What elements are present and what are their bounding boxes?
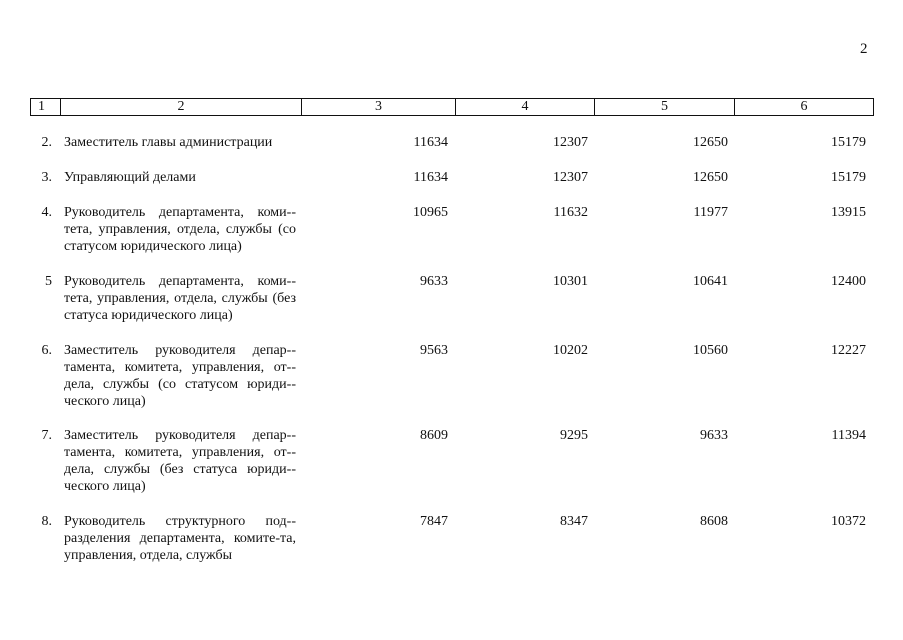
value-col-3: 7847 [420, 514, 448, 529]
row-number: 2. [41, 135, 52, 150]
value-col-4: 8347 [560, 514, 588, 529]
value-col-6: 15179 [831, 170, 866, 185]
value-col-6: 11394 [831, 428, 866, 443]
value-col-4: 10301 [553, 274, 588, 289]
value-col-6: 15179 [831, 135, 866, 150]
value-col-5: 10641 [693, 274, 728, 289]
value-col-5: 8608 [700, 514, 728, 529]
position-title: Руководитель департамента, коми-тета, управления, отдела, службы (без статуса юридического лица) [64, 274, 296, 323]
value-col-6: 13915 [831, 205, 866, 220]
header-cell-3: 3 [375, 99, 382, 114]
value-col-5: 10560 [693, 343, 728, 358]
value-col-3: 9563 [420, 343, 448, 358]
page-number: 2 [860, 41, 868, 57]
position-title: Руководитель департамента, коми-тета, управления, отдела, службы (со статусом юридического лица) [64, 205, 296, 254]
position-title: Руководитель структурного под-разделения департамента, комите-та, управления, отдела, службы [64, 514, 296, 563]
value-col-4: 12307 [553, 135, 588, 150]
position-title: Заместитель руководителя депар-тамента, комитета, управления, от-дела, службы (без статуса юриди-ческого лица) [64, 428, 296, 494]
header-cell-4: 4 [521, 99, 529, 114]
row-number: 6. [41, 343, 52, 358]
value-col-3: 11634 [413, 170, 448, 185]
value-col-3: 8609 [420, 428, 448, 443]
value-col-6: 12227 [831, 343, 866, 358]
value-col-5: 11977 [693, 205, 728, 220]
position-title: Управляющий делами [64, 170, 196, 185]
row-number: 3. [41, 170, 52, 185]
header-cell-2: 2 [177, 99, 185, 114]
header-cell-1: 1 [38, 99, 45, 114]
value-col-4: 9295 [560, 428, 588, 443]
header-cell-6: 6 [800, 99, 808, 114]
value-col-5: 12650 [693, 135, 728, 150]
value-col-6: 12400 [831, 274, 866, 289]
value-col-5: 12650 [693, 170, 728, 185]
value-col-6: 10372 [831, 514, 866, 529]
value-col-4: 11632 [553, 205, 588, 220]
row-number: 4. [41, 205, 52, 220]
table-header-row [30, 98, 874, 116]
position-title: Заместитель главы администрации [64, 135, 273, 150]
value-col-3: 11634 [413, 135, 448, 150]
row-number: 7. [41, 428, 52, 443]
value-col-4: 10202 [553, 343, 588, 358]
header-cell-5: 5 [661, 99, 668, 114]
value-col-5: 9633 [700, 428, 728, 443]
position-title: Заместитель руководителя депар-тамента, комитета, управления, от-дела, службы (со статусом юриди-ческого лица) [64, 343, 296, 409]
row-number: 5 [45, 274, 52, 289]
value-col-3: 9633 [420, 274, 448, 289]
row-number: 8. [41, 514, 52, 529]
value-col-4: 12307 [553, 170, 588, 185]
value-col-3: 10965 [413, 205, 448, 220]
